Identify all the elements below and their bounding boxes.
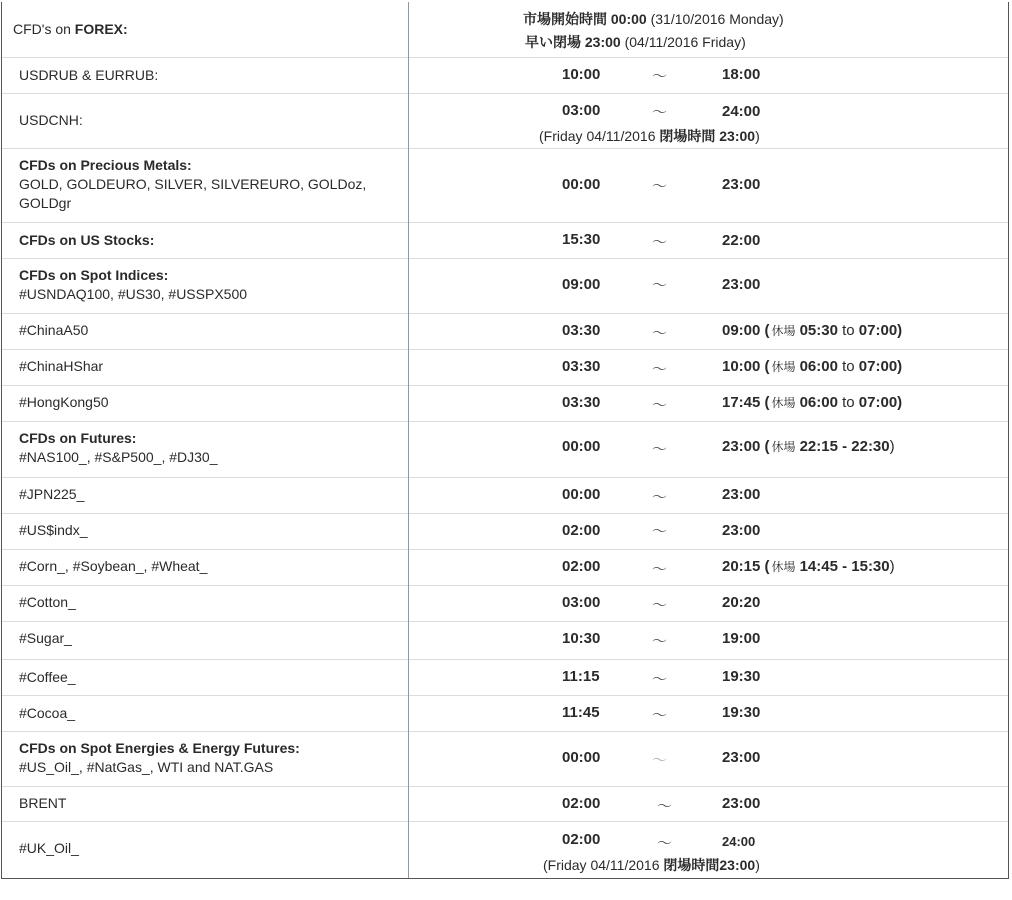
break-label: 休場: [771, 324, 796, 338]
category-desc: #NAS100_, #S&P500_, #DJ30_: [19, 449, 218, 465]
table-row: [2, 696, 1008, 732]
tilde-separator: ～: [652, 561, 668, 578]
early-close-label: 早い閉場: [525, 34, 581, 50]
tilde-separator: ～: [652, 752, 668, 769]
paren: (: [764, 438, 770, 455]
category-title: CFDs on US Stocks:: [19, 232, 155, 248]
to-word: to: [837, 394, 859, 411]
tilde-separator: ～: [652, 361, 668, 378]
end-time-with-break: [722, 394, 902, 411]
paren: ): [897, 322, 903, 339]
category-title: CFDs on Spot Energies & Energy Futures:: [19, 740, 300, 756]
instrument-label: #Coffee_: [19, 669, 76, 685]
market-open-time: 00:00: [610, 11, 647, 27]
table-row: [2, 787, 1008, 822]
tilde-separator: ～: [652, 234, 668, 251]
end-time: 23:00: [722, 276, 761, 293]
instrument-label: #Sugar_: [19, 630, 72, 646]
end-time: 23:00: [722, 522, 761, 539]
end-time-with-break: [722, 358, 902, 375]
note-close-time: 23:00: [719, 857, 756, 873]
tilde-separator: ～: [652, 633, 668, 650]
note-paren: ): [755, 128, 760, 144]
to-word: to: [837, 358, 859, 375]
start-time: 02:00: [562, 558, 601, 575]
tilde-separator: ～: [652, 523, 668, 540]
paren: (: [764, 358, 770, 375]
forex-label-bold: FOREX:: [74, 21, 128, 37]
end-time: 18:00: [722, 66, 761, 83]
instrument-label: BRENT: [19, 795, 67, 811]
instrument-label: #HongKong50: [19, 394, 109, 410]
start-time: 10:00: [562, 66, 601, 83]
table-row: [2, 314, 1008, 350]
end-time-with-break: [722, 322, 902, 339]
break-range: 14:45 - 15:30: [799, 558, 890, 575]
table-row: [2, 58, 1008, 94]
end-time: 23:00: [722, 486, 761, 503]
break-from: 06:00: [799, 358, 838, 375]
start-time: 00:00: [562, 176, 601, 193]
break-range: 22:15 - 22:30: [799, 438, 890, 455]
break-label: 休場: [771, 560, 796, 574]
end-time: 22:00: [722, 232, 761, 249]
start-time: 02:00: [562, 795, 601, 812]
start-time: 00:00: [562, 438, 601, 455]
end-time: 17:45: [722, 394, 761, 411]
start-time: 02:00: [562, 831, 601, 848]
friday-close-note: [543, 855, 760, 875]
start-time: 11:15: [562, 668, 600, 685]
forex-label-prefix: CFD's on: [13, 21, 75, 37]
end-time: 23:00: [722, 795, 761, 812]
category-desc: #USNDAQ100, #US30, #USSPX500: [19, 286, 248, 302]
break-from: 05:30: [799, 322, 838, 339]
paren: ): [897, 358, 903, 375]
end-time: 20:15: [722, 558, 761, 575]
column-divider: [408, 2, 409, 878]
instrument-label: #Corn_, #Soybean_, #Wheat_: [19, 558, 208, 574]
paren: (: [764, 322, 770, 339]
break-to: 07:00: [858, 322, 898, 339]
paren: ): [889, 438, 895, 455]
market-open-label: 市場開始時間: [523, 11, 607, 27]
tilde-separator: ～: [657, 798, 673, 815]
start-time: 15:30: [562, 231, 601, 248]
end-time: 10:00: [722, 358, 761, 375]
table-row: [2, 94, 1008, 149]
category-desc: #US_Oil_, #NatGas_, WTI and NAT.GAS: [19, 759, 274, 775]
table-row: [2, 550, 1008, 586]
end-time: 24:00: [722, 103, 761, 120]
instrument-label: #Cocoa_: [19, 705, 76, 721]
category-label: [19, 266, 247, 304]
paren: ): [897, 394, 903, 411]
start-time: 02:00: [562, 522, 601, 539]
start-time: 00:00: [562, 749, 601, 766]
table-row: [2, 259, 1008, 314]
instrument-label: #UK_Oil_: [19, 840, 79, 856]
end-time-with-break: [722, 438, 895, 455]
tilde-separator: ～: [652, 277, 668, 294]
end-time: 19:00: [722, 630, 761, 647]
end-time: 20:20: [722, 594, 761, 611]
note-close-time: 23:00: [719, 128, 756, 144]
table-row: [2, 478, 1008, 514]
category-title: CFDs on Precious Metals:: [19, 157, 192, 173]
break-to: 07:00: [858, 394, 898, 411]
start-time: 03:30: [562, 322, 601, 339]
break-label: 休場: [771, 396, 796, 410]
table-row: [2, 149, 1008, 223]
start-time: 10:30: [562, 630, 601, 647]
tilde-separator: ～: [652, 441, 668, 458]
note-close-label: 閉場時間: [663, 857, 720, 873]
end-time: 23:00: [722, 438, 761, 455]
early-close-date: (04/11/2016 Friday): [624, 34, 746, 50]
tilde-separator: ～: [652, 68, 668, 85]
start-time: 09:00: [562, 276, 601, 293]
table-row: [2, 422, 1008, 478]
category-label: [19, 429, 217, 467]
forex-label: [13, 20, 128, 39]
category-title: CFDs on Futures:: [19, 430, 137, 446]
tilde-separator: ～: [652, 671, 668, 688]
note-date: (Friday 04/11/2016: [539, 128, 660, 144]
note-paren: ): [755, 857, 760, 873]
header-row: [2, 2, 1008, 58]
end-time: 23:00: [722, 749, 761, 766]
table-row: [2, 822, 1008, 878]
tilde-separator: ～: [652, 104, 668, 121]
break-to: 07:00: [858, 358, 898, 375]
market-open-line: [523, 9, 784, 29]
category-desc: GOLDgr: [19, 195, 72, 211]
paren: (: [764, 558, 770, 575]
start-time: 03:00: [562, 102, 601, 119]
table-row: [2, 386, 1008, 422]
paren: ): [889, 558, 895, 575]
paren: (: [764, 394, 770, 411]
table-row: [2, 732, 1008, 787]
end-time: 09:00: [722, 322, 761, 339]
table-row: [2, 622, 1008, 660]
category-title: CFDs on Spot Indices:: [19, 267, 169, 283]
early-close-time: 23:00: [584, 34, 621, 50]
tilde-separator: ～: [652, 178, 668, 195]
instrument-label: #US$indx_: [19, 522, 88, 538]
friday-close-note: [539, 126, 760, 146]
instrument-label: USDCNH:: [19, 112, 83, 128]
category-label: [19, 231, 154, 250]
table-row: [2, 350, 1008, 386]
instrument-label: USDRUB & EURRUB:: [19, 67, 159, 83]
instrument-label: #ChinaHShar: [19, 358, 104, 374]
end-time: 23:00: [722, 176, 761, 193]
table-row: [2, 223, 1008, 259]
category-label: [19, 156, 366, 213]
market-open-date: (31/10/2016 Monday): [650, 11, 784, 27]
start-time: 11:45: [562, 704, 600, 721]
table-row: [2, 660, 1008, 696]
start-time: 03:30: [562, 358, 601, 375]
start-time: 03:30: [562, 394, 601, 411]
category-label: [19, 739, 300, 777]
note-date: (Friday 04/11/2016: [543, 857, 664, 873]
start-time: 00:00: [562, 486, 601, 503]
tilde-separator: ～: [652, 489, 668, 506]
tilde-separator: ～: [652, 597, 668, 614]
break-label: 休場: [771, 360, 796, 374]
end-time-with-break: [722, 558, 895, 575]
to-word: to: [837, 322, 859, 339]
instrument-label: #Cotton_: [19, 594, 76, 610]
start-time: 03:00: [562, 594, 601, 611]
instrument-label: #ChinaA50: [19, 322, 89, 338]
break-from: 06:00: [799, 394, 838, 411]
tilde-separator: ～: [657, 835, 673, 852]
end-time: 19:30: [722, 704, 761, 721]
tilde-separator: ～: [652, 325, 668, 342]
instrument-label: #JPN225_: [19, 486, 85, 502]
note-close-label: 閉場時間: [659, 128, 720, 144]
break-label: 休場: [771, 440, 796, 454]
table-row: [2, 514, 1008, 550]
end-time: 24:00: [722, 834, 756, 849]
early-close-line: [525, 32, 746, 52]
tilde-separator: ～: [652, 397, 668, 414]
end-time: 19:30: [722, 668, 761, 685]
tilde-separator: ～: [652, 707, 668, 724]
table-row: [2, 586, 1008, 622]
category-desc: GOLD, GOLDEURO, SILVER, SILVEREURO, GOLDoz,: [19, 176, 367, 192]
